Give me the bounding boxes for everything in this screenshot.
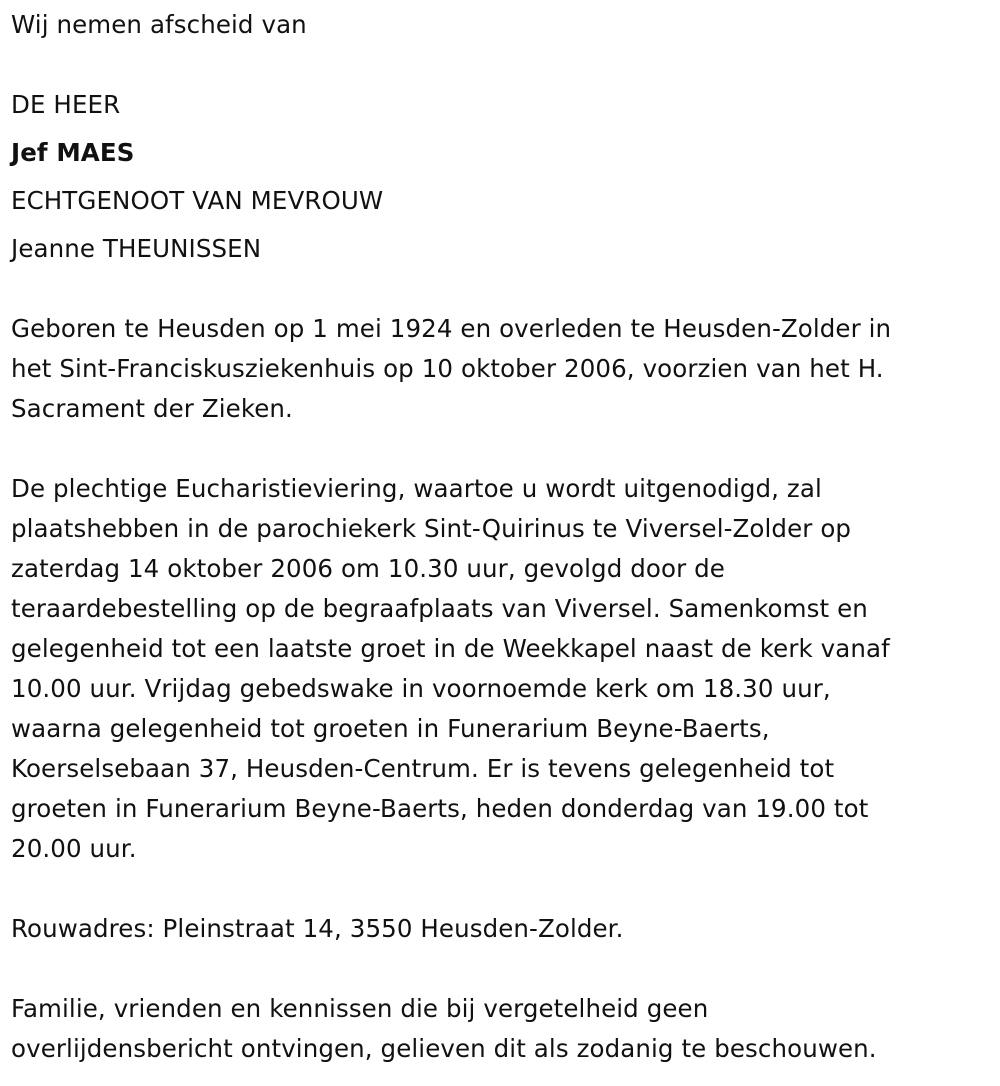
relation-text: ECHTGENOOT VAN MEVROUW (11, 186, 384, 215)
ceremony-line: groeten in Funerarium Beyne-Baerts, heden donderdag van 19.00 tot (11, 794, 869, 823)
ceremony-line: Koerselsebaan 37, Heusden-Centrum. Er is tevens gelegenheid tot (11, 754, 835, 783)
spouse-name: Jeanne THEUNISSEN (11, 234, 262, 263)
birth-line: Geboren te Heusden op 1 mei 1924 en overleden te Heusden-Zolder in (11, 314, 892, 343)
intro-text: Wij nemen afscheid van (11, 10, 307, 39)
ceremony-line: gelegenheid tot een laatste groet in de Weekkapel naast de kerk vanaf (11, 634, 890, 663)
deceased-name: Jef MAES (11, 138, 135, 167)
address-text: Rouwadres: Pleinstraat 14, 3550 Heusden-Zolder. (11, 914, 624, 943)
ceremony-line: De plechtige Eucharistieviering, waartoe u wordt uitgenodigd, zal (11, 474, 822, 503)
birth-line: Sacrament der Zieken. (11, 394, 293, 423)
birth-line: het Sint-Franciskusziekenhuis op 10 oktober 2006, voorzien van het H. (11, 354, 884, 383)
ceremony-line: waarna gelegenheid tot groeten in Funerarium Beyne-Baerts, (11, 714, 770, 743)
closing-line: Familie, vrienden en kennissen die bij vergetelheid geen (11, 994, 709, 1023)
ceremony-line: 20.00 uur. (11, 834, 137, 863)
title-text: DE HEER (11, 90, 121, 119)
ceremony-line: plaatshebben in de parochiekerk Sint-Quirinus te Viversel-Zolder op (11, 514, 852, 543)
ceremony-line: zaterdag 14 oktober 2006 om 10.30 uur, gevolgd door de (11, 554, 725, 583)
ceremony-line: 10.00 uur. Vrijdag gebedswake in voornoemde kerk om 18.30 uur, (11, 674, 831, 703)
ceremony-line: teraardebestelling op de begraafplaats van Viversel. Samenkomst en (11, 594, 868, 623)
closing-line: overlijdensbericht ontvingen, gelieven dit als zodanig te beschouwen. (11, 1034, 877, 1063)
